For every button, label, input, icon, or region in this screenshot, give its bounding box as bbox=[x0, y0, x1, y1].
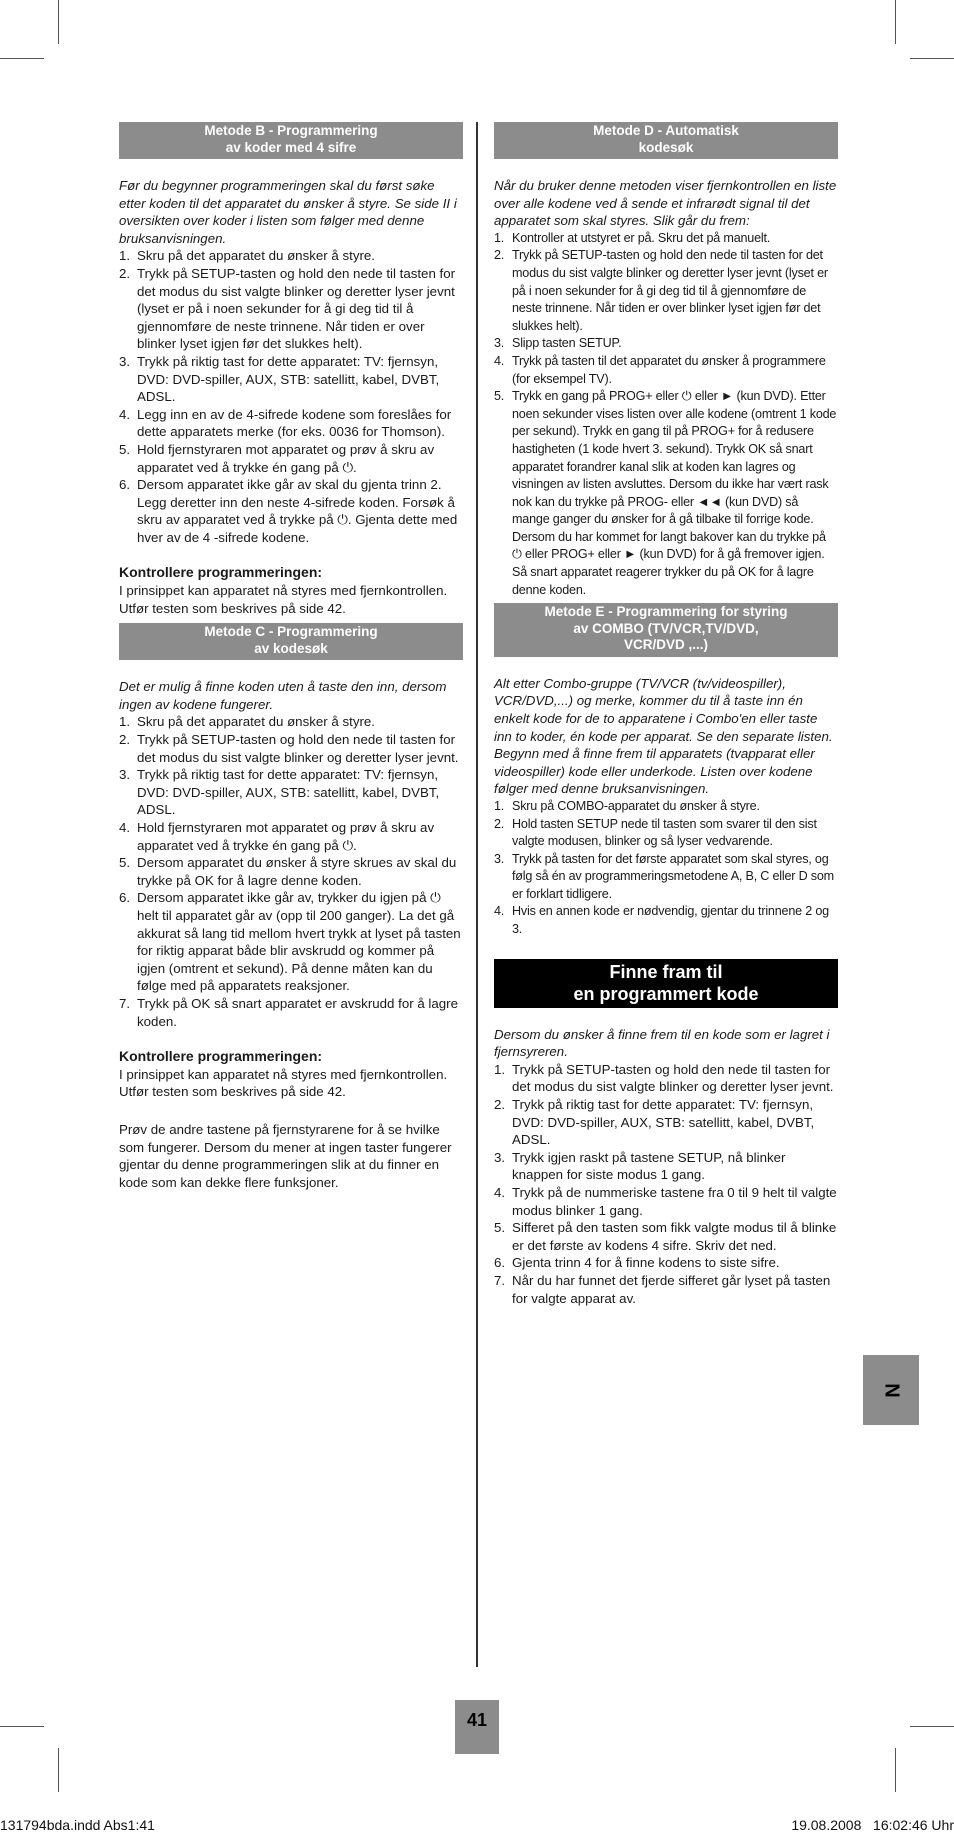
check-text: I prinsippet kan apparatet nå styres med fjernkontrollen. bbox=[119, 583, 448, 599]
step-text: Trykk på tasten til det apparatet du ønsker å programmere (for eksempel TV). bbox=[512, 353, 826, 386]
footer-file-info: 131794bda.indd Abs1:41 bbox=[0, 1817, 155, 1833]
list-item: 2. Hold tasten SETUP nede til tasten som svarer til den sist valgte modusen, blinker og så lyser vedvarende. bbox=[494, 816, 817, 849]
page-number: 41 bbox=[455, 1700, 499, 1754]
find-code-steps bbox=[494, 1061, 838, 1307]
step-text: Trykk på tasten for det første apparatet som skal styres, og følg så én av programmeringsmetodene A, B, C eller D som er forklart tidligere. bbox=[512, 851, 834, 901]
header-line: Metode B - Programmering bbox=[204, 123, 378, 138]
list-item: 1. Skru på det apparatet du ønsker å styre. bbox=[119, 248, 375, 264]
step-text: Dersom apparatet ikke går av skal du gjenta trinn 2. Legg deretter inn den neste 4-sifrede koden. Forsøk å skru av apparatet ved å trykke på ⏻. Gjenta dette med hver av de 4 -sifrede kodene. bbox=[137, 477, 458, 545]
crop-mark bbox=[895, 0, 896, 44]
list-item: 1. Trykk på SETUP-tasten og hold den nede til tasten for det modus du sist valgte blinker og deretter lyser jevnt. bbox=[494, 1061, 834, 1095]
list-item: 4. Trykk på tasten til det apparatet du ønsker å programmere (for eksempel TV). bbox=[494, 353, 826, 386]
list-item: 1. Skru på det apparatet du ønsker å styre. bbox=[119, 714, 375, 730]
method-c-header bbox=[119, 623, 463, 660]
crop-mark bbox=[0, 58, 44, 59]
method-b-steps bbox=[119, 247, 463, 546]
method-e-intro: Alt etter Combo-gruppe (TV/VCR (tv/videospiller), VCR/DVD,...) og merke, kommer du til å taste inn én enkelt kode for de to apparatene i Combo'en eller taste inn to koder, én kode per apparat. Se den separate listen. bbox=[494, 675, 833, 744]
step-text: Hold fjernstyraren mot apparatet og prøv å skru av apparatet ved å trykke én gang på ⏻. bbox=[137, 441, 435, 475]
list-item: 1. Skru på COMBO-apparatet du ønsker å styre. bbox=[494, 798, 760, 813]
step-text: Skru på det apparatet du ønsker å styre. bbox=[137, 714, 375, 730]
method-e-intro-2: Begynn med å finne frem til apparatets (tvapparat eller videospiller) kode eller underkode. Listen over kodene følger med denne bruksanvisningen. bbox=[494, 746, 815, 797]
header-line: VCR/DVD ,...) bbox=[623, 637, 708, 653]
list-item: 4. Hvis en annen kode er nødvendig, gjentar du trinnene 2 og 3. bbox=[494, 904, 829, 937]
step-text: Trykk på de nummeriske tastene fra 0 til 9 helt til valgte modus blinker 1 gang. bbox=[512, 1185, 837, 1218]
method-c-intro: Det er mulig å finne koden uten å taste den inn, dersom ingen av kodene fungerer. bbox=[119, 679, 447, 712]
step-text: Hold tasten SETUP nede til tasten som svarer til den sist valgte modusen, blinker og så lyser vedvarende. bbox=[512, 816, 817, 849]
list-item: 5. Sifferet på den tasten som fikk valgte modus til å blinke er det første av kodens 4 sifre. Skriv det ned. bbox=[494, 1220, 837, 1253]
crop-mark bbox=[895, 1748, 896, 1792]
header-line: av koder med 4 sifre bbox=[225, 139, 357, 155]
check-heading: Kontrollere programmeringen: bbox=[119, 564, 323, 581]
check-test: Utfør testen som beskrives på side 42. bbox=[119, 600, 346, 616]
step-text: Legg inn en av de 4-sifrede kodene som foreslåes for dette apparatets merke (for eks. 0036 for Thomson). bbox=[137, 406, 452, 440]
check-heading: Kontrollere programmeringen: bbox=[119, 1048, 323, 1065]
list-item: 2. Trykk på SETUP-tasten og hold den nede til tasten for det modus du sist valgte blinker og deretter lyser jevnt (lyset er på i noen sekunder for å gi deg tid til å gjennomføre de neste trinnene. Når tiden er over blinker lyset igjen før det slukkes helt). bbox=[119, 265, 456, 352]
list-item: 3. Trykk på riktig tast for dette apparatet: TV: fjernsyn, DVD: DVD-spiller, AUX, STB: satellitt, kabel, DVBT, ADSL. bbox=[119, 353, 440, 405]
list-item: 5. Dersom apparatet du ønsker å styre skrues av skal du trykke på OK for å lagre denne koden. bbox=[119, 855, 457, 888]
crop-mark bbox=[0, 1726, 44, 1727]
list-item: 3. Trykk igjen raskt på tastene SETUP, nå blinker knappen for siste modus 1 gang. bbox=[494, 1149, 786, 1183]
step-text: Når du har funnet det fjerde sifferet går lyset på tasten for valgte apparat av. bbox=[512, 1272, 831, 1306]
method-d-steps bbox=[494, 230, 838, 599]
list-item: 5. Trykk en gang på PROG+ eller ⏻ eller ► (kun DVD). Etter noen sekunder vises listen over alle kodene (omtrent 1 kode per sekund). Trykk en gang til på PROG+ for å redusere hastigheten (1 kode hvert 3. sekund). Trykk OK så snart apparatet forandrer kanal slik at koden kan lagres og visningen av listen avsluttes. Dersom du ikke har vært rask nok kan du trykke på PROG- eller ◄◄ (kun DVD) så mange ganger du ønsker for å gå tilbake til forrige kode. Dersom du har kommet for langt bakover kan du trykke på ⏻ eller PROG+ eller ► (kun DVD) for å gå fremover igjen. Så snart apparatet reagerer trykker du på OK for å lagre denne koden. bbox=[494, 389, 837, 597]
check-text: I prinsippet kan apparatet nå styres med fjernkontrollen. bbox=[119, 1066, 448, 1082]
crop-mark bbox=[58, 0, 59, 44]
footer-timestamp: 19.08.2008 16:02:46 Uhr bbox=[791, 1817, 954, 1833]
step-text: Dersom apparatet du ønsker å styre skrues av skal du trykke på OK for å lagre denne koden. bbox=[137, 855, 457, 888]
crop-mark bbox=[58, 1748, 59, 1792]
method-e-steps bbox=[494, 798, 838, 939]
left-column bbox=[119, 122, 463, 1191]
language-tab bbox=[863, 1355, 919, 1425]
language-tab-label: N bbox=[880, 1382, 903, 1398]
header-line: Finne fram til bbox=[609, 961, 723, 982]
step-text: Kontroller at utstyret er på. Skru det på manuelt. bbox=[512, 230, 771, 245]
step-text: Trykk på SETUP-tasten og hold den nede til tasten for det modus du sist valgte blinker og deretter lyser jevnt. bbox=[137, 732, 459, 765]
list-item: 2. Trykk på SETUP-tasten og hold den nede til tasten for det modus du sist valgte blinker og deretter lyser jevnt. bbox=[119, 732, 459, 765]
step-text: Dersom apparatet ikke går av, trykker du igjen på ⏻ helt til apparatet går av (opp til 200 ganger). La det gå akkurat så lang tid mellom hvert trykk at lyset på tasten for riktig apparat både blir avskrudd og kommer på igjen (omtrent et sekund). På denne måten kan du følge med på apparatets reaksjoner. bbox=[137, 890, 461, 994]
step-text: Trykk på SETUP-tasten og hold den nede til tasten for det modus du sist valgte blinker og deretter lyser jevnt (lyset er på i noen sekunder for å gi deg tid til å gjennomføre de neste trinnene. Når tiden er over blinker lyset igjen før det slukkes helt). bbox=[137, 265, 456, 352]
crop-mark bbox=[910, 1726, 954, 1727]
method-e-header bbox=[494, 603, 838, 657]
step-text: Slipp tasten SETUP. bbox=[512, 336, 622, 351]
step-text: Trykk på SETUP-tasten og hold den nede til tasten for det modus du sist valgte blinker og deretter lyser jevnt. bbox=[512, 1061, 834, 1095]
step-text: Hold fjernstyraren mot apparatet og prøv å skru av apparatet ved å trykke én gang på ⏻. bbox=[137, 820, 435, 853]
list-item: 7. Når du har funnet det fjerde sifferet går lyset på tasten for valgte apparat av. bbox=[494, 1272, 831, 1306]
list-item: 5. Hold fjernstyraren mot apparatet og prøv å skru av apparatet ved å trykke én gang på ⏻. bbox=[119, 441, 435, 475]
crop-mark bbox=[910, 58, 954, 59]
list-item: 6. Gjenta trinn 4 for å finne kodens to siste sifre. bbox=[494, 1255, 780, 1271]
list-item: 4. Trykk på de nummeriske tastene fra 0 til 9 helt til valgte modus blinker 1 gang. bbox=[494, 1185, 837, 1218]
header-line: kodesøk bbox=[638, 139, 694, 155]
step-text: Gjenta trinn 4 for å finne kodens to siste sifre. bbox=[512, 1255, 780, 1271]
find-code-header bbox=[494, 959, 838, 1008]
list-item: 4. Legg inn en av de 4-sifrede kodene som foreslåes for dette apparatets merke (for eks. 0036 for Thomson). bbox=[119, 406, 452, 440]
method-b-header bbox=[119, 122, 463, 159]
list-item: 3. Trykk på riktig tast for dette apparatet: TV: fjernsyn, DVD: DVD-spiller, AUX, STB: satellitt, kabel, DVBT, ADSL. bbox=[119, 767, 440, 818]
header-line: Metode C - Programmering bbox=[204, 624, 378, 640]
header-line: av COMBO (TV/VCR,TV/DVD, bbox=[573, 620, 759, 636]
header-line: Metode E - Programmering for styring bbox=[544, 604, 788, 620]
right-column bbox=[494, 122, 838, 1307]
step-text: Trykk på riktig tast for dette apparatet: TV: fjernsyn, DVD: DVD-spiller, AUX, STB: satellitt, kabel, DVBT, ADSL. bbox=[137, 767, 440, 818]
list-item: 2. Trykk på SETUP-tasten og hold den nede til tasten for det modus du sist valgte blinker og deretter lyser jevnt (lyset er på i noen sekunder for å gi deg tid til å gjennomføre de neste trinnene. Når tiden er over blinker lyset igjen før det slukkes helt). bbox=[494, 248, 828, 333]
closing-paragraph: Prøv de andre tastene på fjernstyrarene for å se hvilke som fungerer. Dersom du mener at ingen taster fungerer gjentar du denne programmeringen slik at du finner en kode som kan dekke flere funksjoner. bbox=[119, 1121, 452, 1190]
step-text: Skru på det apparatet du ønsker å styre. bbox=[137, 248, 375, 264]
list-item: 7. Trykk på OK så snart apparatet er avskrudd for å lagre koden. bbox=[119, 995, 458, 1029]
find-code-intro: Dersom du ønsker å finne frem til en kode som er lagret i fjernsyreren. bbox=[494, 1026, 830, 1060]
header-line: Metode D - Automatisk bbox=[593, 123, 739, 138]
step-text: Sifferet på den tasten som fikk valgte modus til å blinke er det første av kodens 4 sifre. Skriv det ned. bbox=[512, 1220, 837, 1253]
column-divider bbox=[476, 122, 478, 1667]
method-d-intro: Når du bruker denne metoden viser fjernkontrollen en liste over alle kodene ved å sende et infrarødt signal til det apparatet som skal styres. Slik går du frem: bbox=[494, 178, 837, 229]
step-text: Trykk på riktig tast for dette apparatet: TV: fjernsyn, DVD: DVD-spiller, AUX, STB: satellitt, kabel, DVBT, ADSL. bbox=[137, 353, 440, 405]
list-item: 3. Trykk på tasten for det første apparatet som skal styres, og følg så én av programmeringsmetodene A, B, C eller D som er forklart tidligere. bbox=[494, 851, 834, 901]
step-text: Skru på COMBO-apparatet du ønsker å styre. bbox=[512, 798, 760, 813]
method-b-intro: Før du begynner programmeringen skal du først søke etter koden til det apparatet du ønsker å styre. Se side II i oversikten over koder i listen som følger med denne bruksanvisningen. bbox=[119, 178, 457, 246]
step-text: Trykk på riktig tast for dette apparatet: TV: fjernsyn, DVD: DVD-spiller, AUX, STB: satellitt, kabel, DVBT, ADSL. bbox=[512, 1097, 815, 1148]
list-item: 2. Trykk på riktig tast for dette apparatet: TV: fjernsyn, DVD: DVD-spiller, AUX, STB: satellitt, kabel, DVBT, ADSL. bbox=[494, 1097, 815, 1148]
step-text: Hvis en annen kode er nødvendig, gjentar du trinnene 2 og 3. bbox=[512, 904, 829, 937]
check-test: Utfør testen som beskrives på side 42. bbox=[119, 1084, 346, 1100]
method-d-header bbox=[494, 122, 838, 159]
list-item: 3. Slipp tasten SETUP. bbox=[494, 336, 622, 351]
header-line: en programmert kode bbox=[573, 983, 759, 1004]
step-text: Trykk på OK så snart apparatet er avskrudd for å lagre koden. bbox=[137, 995, 458, 1029]
step-text: Trykk på SETUP-tasten og hold den nede til tasten for det modus du sist valgte blinker og deretter lyser jevnt (lyset er på i noen sekunder for å gi deg tid til å gjennomføre de neste trinnene. Når tiden er over blinker lyset igjen før det slukkes helt). bbox=[512, 248, 828, 333]
list-item: 6. Dersom apparatet ikke går av skal du gjenta trinn 2. Legg deretter inn den neste 4-sifrede koden. Forsøk å skru av apparatet ved å trykke på ⏻. Gjenta dette med hver av de 4 -sifrede kodene. bbox=[119, 477, 458, 545]
step-text: Trykk igjen raskt på tastene SETUP, nå blinker knappen for siste modus 1 gang. bbox=[512, 1149, 786, 1183]
step-text: Trykk en gang på PROG+ eller ⏻ eller ► (kun DVD). Etter noen sekunder vises listen over alle kodene (omtrent 1 kode per sekund). Trykk en gang til på PROG+ for å redusere hastigheten (1 kode hvert 3. sekund). Trykk OK så snart apparatet forandrer kanal slik at koden kan lagres og visningen av listen avsluttes. Dersom du ikke har vært rask nok kan du trykke på PROG- eller ◄◄ (kun DVD) så mange ganger du ønsker for å gå tilbake til forrige kode. Dersom du har kommet for langt bakover kan du trykke på ⏻ eller PROG+ eller ► (kun DVD) for å gå fremover igjen. Så snart apparatet reagerer trykker du på OK for å lagre denne koden. bbox=[512, 389, 837, 597]
list-item: 1. Kontroller at utstyret er på. Skru det på manuelt. bbox=[494, 230, 771, 245]
header-line: av kodesøk bbox=[254, 640, 328, 656]
list-item: 6. Dersom apparatet ikke går av, trykker du igjen på ⏻ helt til apparatet går av (opp til 200 ganger). La det gå akkurat så lang tid mellom hvert trykk at lyset på tasten for riktig apparat både blir avskrudd og kommer på igjen (omtrent et sekund). På denne måten kan du følge med på apparatets reaksjoner. bbox=[119, 890, 461, 994]
method-c-steps bbox=[119, 713, 463, 1030]
list-item: 4. Hold fjernstyraren mot apparatet og prøv å skru av apparatet ved å trykke én gang på ⏻. bbox=[119, 820, 435, 853]
